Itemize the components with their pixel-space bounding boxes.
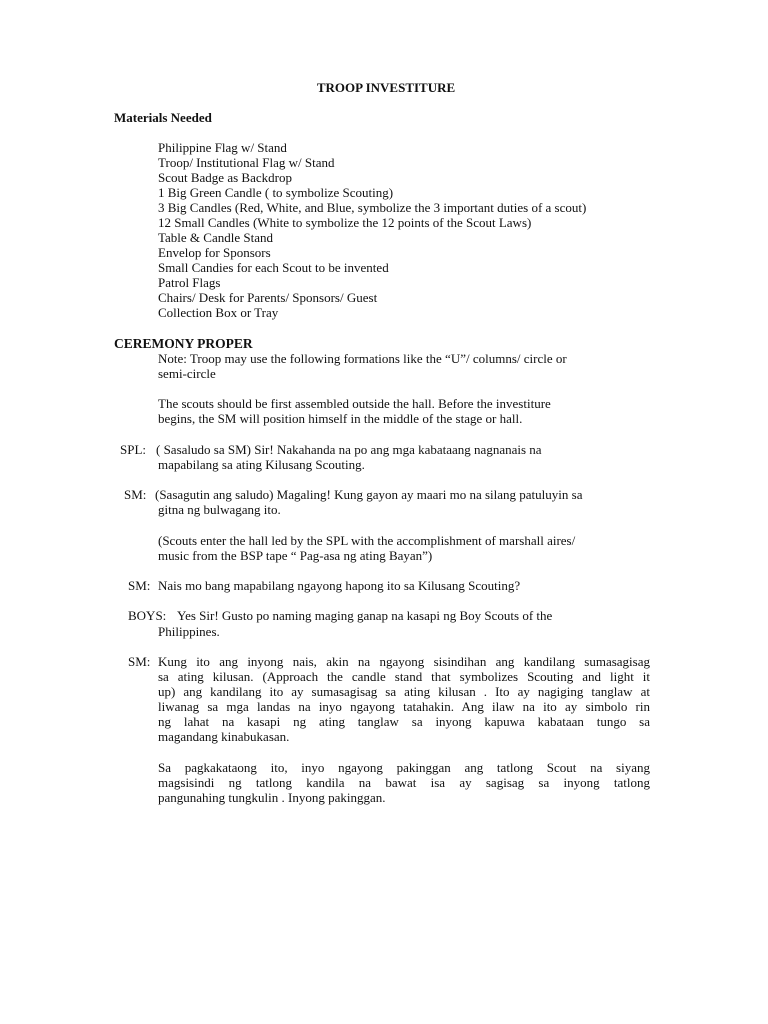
note-line: Note: Troop may use the following formations like the “U”/ columns/ circle or <box>158 351 567 366</box>
list-item: Scout Badge as Backdrop <box>158 170 292 185</box>
speaker-label-boys: BOYS: <box>128 608 167 623</box>
direction-line: music from the BSP tape “ Pag-asa ng ating Bayan”) <box>158 548 433 563</box>
dialogue-line: Philippines. <box>158 624 220 639</box>
list-item: 3 Big Candles (Red, White, and Blue, symbolize the 3 important duties of a scout) <box>158 200 587 215</box>
list-item: Philippine Flag w/ Stand <box>158 140 287 155</box>
dialogue-line: magandang kinabukasan. <box>158 729 290 744</box>
formation-note <box>158 351 650 381</box>
dialogue-line: ( Sasaludo sa SM) Sir! Nakahanda na po ang mga kabataang nagnanais na <box>156 442 542 457</box>
assembly-instruction <box>158 396 650 426</box>
dialogue-line: Nais mo bang mapabilang ngayong hapong ito sa Kilusang Scouting? <box>158 578 521 593</box>
direction-line: (Scouts enter the hall led by the SPL with the accomplishment of marshall aires/ <box>158 533 576 548</box>
dialogue-line: ng lahat na kasapi ng ating tanglaw sa inyong kapuwa kabataan tungo sa <box>158 714 650 729</box>
dialogue-line: liwanag sa mga landas na inyo ngayong tatahakin. Ang ilaw na ito ay simbolo rin <box>158 699 650 714</box>
list-item: Small Candies for each Scout to be invented <box>158 260 389 275</box>
materials-heading: Materials Needed <box>114 110 212 125</box>
materials-list <box>158 140 586 320</box>
dialogue-line: gitna ng bulwagang ito. <box>158 502 281 517</box>
list-item: Envelop for Sponsors <box>158 245 271 260</box>
dialogue-line: pangunahing tungkulin . Inyong pakinggan. <box>158 790 386 805</box>
dialogue-line: mapabilang sa ating Kilusang Scouting. <box>158 457 365 472</box>
speaker-label-spl: SPL: <box>120 442 147 457</box>
list-item: 1 Big Green Candle ( to symbolize Scouting) <box>158 185 394 200</box>
list-item: Collection Box or Tray <box>158 305 279 320</box>
instruction-line: begins, the SM will position himself in the middle of the stage or hall. <box>158 411 523 426</box>
speaker-label-sm: SM: <box>128 578 151 593</box>
dialogue-line: magsisindi ng tatlong kandila na bawat isa ay sagisag sa inyong tatlong <box>158 775 650 790</box>
dialogue-line: Sa pagkakataong ito, inyo ngayong pakinggan ang tatlong Scout na siyang <box>158 760 650 775</box>
sm-speech <box>158 654 650 744</box>
sm-speech-continued <box>158 760 650 805</box>
stage-direction <box>158 533 650 563</box>
dialogue-line: Yes Sir! Gusto po naming maging ganap na kasapi ng Boy Scouts of the <box>177 608 553 623</box>
list-item: Chairs/ Desk for Parents/ Sponsors/ Guest <box>158 290 378 305</box>
note-line: semi-circle <box>158 366 216 381</box>
list-item: Patrol Flags <box>158 275 221 290</box>
dialogue-line: Kung ito ang inyong nais, akin na ngayong sisindihan ang kandilang sumasagisag <box>158 654 650 669</box>
instruction-line: The scouts should be first assembled outside the hall. Before the investiture <box>158 396 551 411</box>
list-item: 12 Small Candles (White to symbolize the 12 points of the Scout Laws) <box>158 215 532 230</box>
dialogue-line: sa ating kilusan. (Approach the candle stand that symbolizes Scouting and light it <box>158 669 650 684</box>
page-title: TROOP INVESTITURE <box>316 80 456 95</box>
list-item: Troop/ Institutional Flag w/ Stand <box>158 155 335 170</box>
speaker-label-sm: SM: <box>124 487 147 502</box>
speaker-label-sm: SM: <box>128 654 151 669</box>
dialogue-line: (Sasagutin ang saludo) Magaling! Kung gayon ay maari mo na silang patuluyin sa <box>155 487 583 502</box>
list-item: Table & Candle Stand <box>158 230 273 245</box>
ceremony-heading: CEREMONY PROPER <box>114 336 253 351</box>
dialogue-line: up) ang kandilang ito ay sumasagisag sa ating kilusan . Ito ay nagiging tanglaw at <box>158 684 650 699</box>
